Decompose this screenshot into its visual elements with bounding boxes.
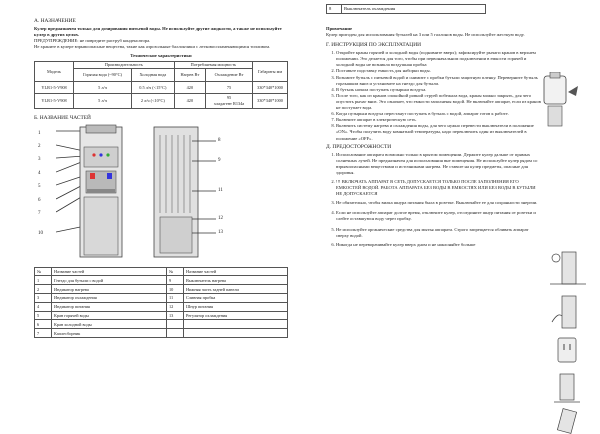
drain-illustration <box>550 372 586 406</box>
spec-cell-cool-note: хладагент R134a <box>213 100 245 106</box>
parts-cell: 12 <box>167 302 184 311</box>
list-item: 2. Поставьте подставку емкость для наборки воды. <box>336 68 544 74</box>
callout-label: 12 <box>218 215 223 221</box>
table-row <box>35 285 288 294</box>
parts-cell: Выключатель нагрева <box>184 276 288 285</box>
spec-header-power: Потребляемая мощность <box>174 62 252 68</box>
indoor-use-illustration <box>548 248 588 288</box>
parts-cell <box>167 329 184 338</box>
section-a-title: А. НАЗНАЧЕНИЕ <box>34 18 76 24</box>
spec-header-hot: Горячая вода (~90°С) <box>74 68 132 81</box>
parts-cell: 7 <box>35 329 52 338</box>
instructions-list <box>326 50 544 141</box>
spec-header-productivity: Производительность <box>74 62 175 68</box>
right-page <box>302 0 600 434</box>
list-item: 4. Если не используйте аппарат долгое время, отключите кулер, отсоедините шнур питания от розетки и слейте оставшуюся воду через пробку. <box>336 210 542 222</box>
warning-text: ПРЕДУПРЕЖДЕНИЕ: не повредите раструб конденсатора. <box>34 38 151 44</box>
list-item: 5. Не используйте органические средства для мытья аппарата. Строго запрещается обливать аппарат сверху водой. <box>336 227 542 239</box>
parts-cell <box>167 320 184 329</box>
callout-label: 8 <box>218 137 221 143</box>
callout-label: 9 <box>218 157 221 163</box>
spec-header-dims: Габариты мм <box>253 62 288 81</box>
parts-cell: Индикатор питания <box>52 302 167 311</box>
section-d-title: Д. ПРЕДОСТОРОЖНОСТИ <box>326 143 392 150</box>
parts-cell: 2 <box>35 285 52 294</box>
parts-cell: 11 <box>167 294 184 303</box>
spec-row <box>35 81 288 93</box>
section-b-title: Б. НАЗВАНИЕ ЧАСТЕЙ <box>34 114 91 121</box>
parts-header: № <box>35 267 52 276</box>
power-warning-illustration <box>548 292 588 332</box>
list-item: 7. Включите аппарат в электрическую сеть. <box>336 117 544 123</box>
table-row <box>35 302 288 311</box>
spec-cell-cold: 2 л/ч (<10°С) <box>132 93 175 108</box>
callout-label: 2 <box>38 144 41 150</box>
parts-header: Название частей <box>52 267 167 276</box>
store-text: Не храните в кулере взрывоопасные вещества, такие как аэрозольные баллончики с легковоспламеняющимся топливом. <box>34 44 271 50</box>
parts-cell: Кран горячей воды <box>52 311 167 320</box>
spec-cell-cool-value: 95 <box>226 95 232 101</box>
parts-cell: 3 <box>35 294 52 303</box>
list-item: 3. Возьмите бутыль с питьевой водой и снимите с пробки бутыли защитную пленку. Переверните бутыль горлышком вниз и установите на гнездо для бутыли. <box>336 75 544 87</box>
parts-cell: 13 <box>167 311 184 320</box>
spec-cell-hot: 5 л/ч <box>74 93 132 108</box>
parts-cell <box>184 329 288 338</box>
parts-cell <box>184 320 288 329</box>
parts-header: Название частей <box>184 267 288 276</box>
spec-cell-hot: 5 л/ч <box>74 81 132 93</box>
parts-table-continued <box>326 4 486 14</box>
list-item: 3. Не обязательно, чтобы вилка шнура питания была в розетке. Выключайте ее для сохранности энергии. <box>336 200 542 206</box>
callout-label: 10 <box>38 230 43 236</box>
spec-cell-cool: 75 <box>206 81 253 93</box>
callout-label: 5 <box>38 184 41 190</box>
parts-cell: 10 <box>167 285 184 294</box>
spec-title: Технические характеристики <box>130 53 192 59</box>
spec-table <box>34 61 288 108</box>
list-item: 1. Откройте краны горячей и холодной воды (поднимите вверх); зафиксируйте рычаги кранов в верхнем положении. Это делается для того, чтобы при первоначальном подключении в емкости горячей и холодной воды не возникла воздушная пробка <box>336 50 544 68</box>
spec-header-cold: Холодная вода <box>132 68 175 81</box>
spec-cell-dims: 330*340*1000 <box>253 81 288 93</box>
table-row <box>35 320 288 329</box>
spec-cell-dims: 330*340*1000 <box>253 93 288 108</box>
purpose-text: Кулер предназначен только для дозирования питьевой воды. Не используйте другие жидкости, а также не используйте кулер в других целях. <box>34 26 282 38</box>
parts-cell: 6 <box>35 320 52 329</box>
parts-cell: Выключатель охлаждения <box>342 5 486 14</box>
parts-cell: Нижняя часть задней панели <box>184 285 288 294</box>
callout-label: 13 <box>218 229 223 235</box>
parts-cell: 9 <box>167 276 184 285</box>
spec-cell-cold: 0.5 л/ч (<15°С) <box>132 81 175 93</box>
cooler-diagram <box>34 123 288 263</box>
parts-cell: 8 <box>327 5 342 14</box>
precautions-list <box>326 152 542 248</box>
table-row <box>35 276 288 285</box>
table-row <box>35 329 288 338</box>
spec-cell-model: YLR1-5-V908 <box>35 93 74 108</box>
spec-cell-model: YLR1-5-V908 <box>35 81 74 93</box>
spec-header-cool: Охлаждение Вт <box>206 68 253 81</box>
section-g-title: Г. ИНСТРУКЦИЯ ПО ЭКСПЛУАТАЦИИ <box>326 42 421 49</box>
callout-label: 7 <box>38 211 41 217</box>
list-item: 2. !!! ВКЛЮЧАТЬ АППАРАТ В СЕТЬ ДОПУСКАЕТСЯ ТОЛЬКО ПОСЛЕ ЗАПОЛНЕНИЯ ЕГО ЕМКОСТЕЙ ВОДОЙ. РАБОТА АППАРАТА БЕЗ ВОДЫ В ЕМКОСТЯХ ИЛИ БЕЗ ВОДЫ В БУТЫЛИ НЕ ДОПУСКАЕТСЯ <box>336 179 542 197</box>
parts-cell: 4 <box>35 302 52 311</box>
parts-cell: 5 <box>35 311 52 320</box>
parts-cell: Сливная пробка <box>184 294 288 303</box>
list-item: 5. После того, как из кранов спокойной ровной струей побежала вода, краны можно закрыть, для чего опустить рычаг вниз. Это означает, что емкости заполнены водой. Не включайте аппарат, если из кранов не поступает вода. <box>336 93 544 111</box>
parts-cell: Гнездо для бутыли с водой <box>52 276 167 285</box>
list-item: 8. Включить систему нагрева и охлаждения воды, для чего нужно перевести выключатели в положение «ON». Чтобы получить воду комнатной температуры, надо переключить один из выключателей в положение «OFF». <box>336 123 544 141</box>
parts-header: № <box>167 267 184 276</box>
plug-illustration <box>550 334 586 368</box>
list-item: 6. Когда пузырьки воздуха перестанут поступать в бутыль с водой, аппарат готов к работе. <box>336 111 544 117</box>
parts-cell: 1 <box>35 276 52 285</box>
callout-label: 1 <box>38 130 41 136</box>
parts-cell: Шнур питания <box>184 302 288 311</box>
spec-cell-cool <box>206 93 253 108</box>
table-row <box>327 5 486 14</box>
list-item: 1. Использование аппарата возможно только в крытом помещении. Держите кулер дальше от прямых солнечных лучей. Не предназначен для использования вне помещения. Не используйте кулер рядом со взрывоопасными веществами и источниками нагрева. Не ставьте на кулер предметы, опасные для здоровья. <box>336 152 542 176</box>
cooler-rear-view <box>146 123 216 261</box>
spec-row <box>35 93 288 108</box>
callout-label: 4 <box>38 170 41 176</box>
parts-cell: Индикатор нагрева <box>52 285 167 294</box>
callout-label: 3 <box>38 157 41 163</box>
spec-cell-heat: 420 <box>174 93 205 108</box>
tilt-illustration <box>550 408 586 434</box>
spec-cell-heat: 420 <box>174 81 205 93</box>
parts-cell: Кран холодной воды <box>52 320 167 329</box>
callout-label: 11 <box>218 187 223 193</box>
table-row <box>35 294 288 303</box>
note-title: Примечание <box>326 26 353 31</box>
list-item: 4. В бутыль начала поступать пузырьки воздуха. <box>336 87 544 93</box>
note-text: Кулер пригоден для использования бутылей на 3 или 5 галлонов воды. Не используйте жесткую воду. <box>326 32 525 38</box>
list-item: 6. Никогда не переворачивайте кулер вверх дном и не наклоняйте больше <box>336 242 542 248</box>
parts-table <box>34 267 288 338</box>
table-row <box>35 311 288 320</box>
spec-header-heat: Нагрев Вт <box>174 68 205 81</box>
parts-cell: Регулятор охлаждения <box>184 311 288 320</box>
parts-cell: Каплесборник <box>52 329 167 338</box>
parts-cell: Индикатор охлаждения <box>52 294 167 303</box>
cooler-front-view <box>56 123 136 261</box>
callout-label: 6 <box>38 197 41 203</box>
bottle-install-illustration <box>538 72 582 128</box>
spec-header-model: Модель <box>35 62 74 81</box>
